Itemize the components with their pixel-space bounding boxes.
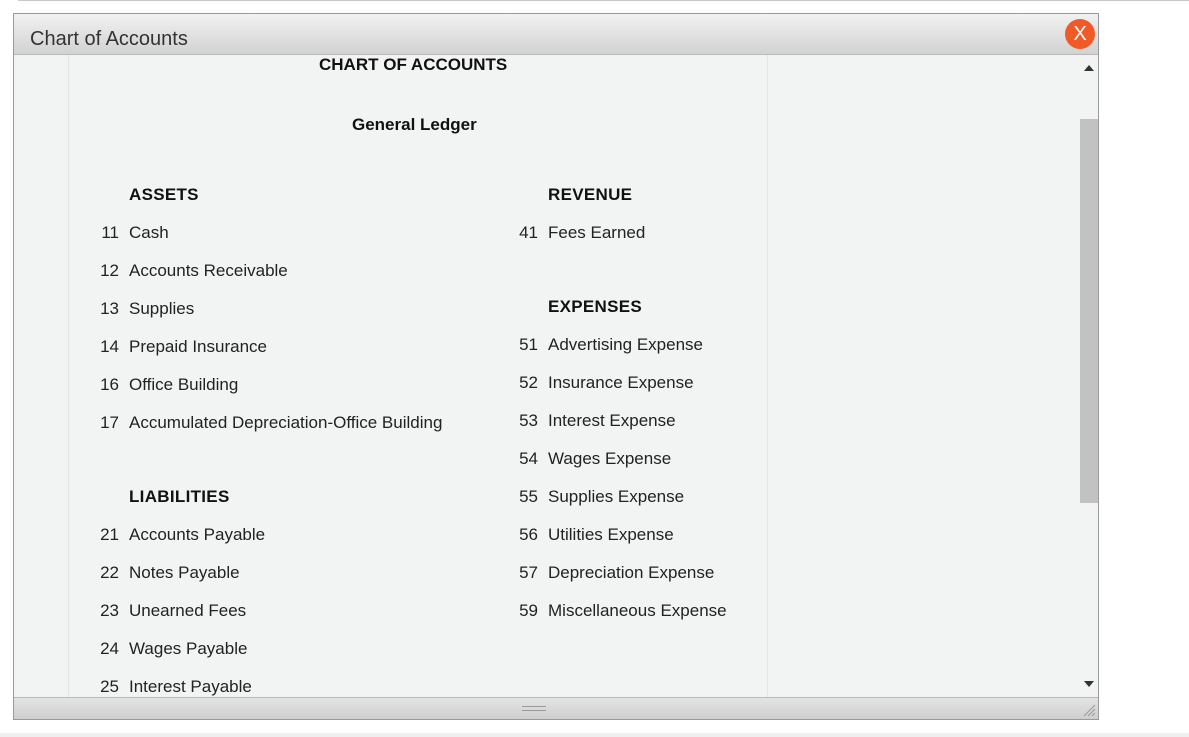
account-row bbox=[89, 677, 252, 697]
account-number: 13 bbox=[100, 299, 119, 318]
account-row bbox=[89, 299, 194, 321]
document-title: CHART OF ACCOUNTS bbox=[319, 55, 508, 74]
account-name: Accounts Receivable bbox=[129, 261, 288, 280]
expenses-heading: EXPENSES bbox=[548, 297, 643, 316]
account-number: 23 bbox=[100, 601, 119, 620]
corner-resize-icon[interactable] bbox=[1082, 703, 1096, 717]
account-number: 56 bbox=[519, 525, 538, 544]
account-row bbox=[89, 413, 442, 435]
account-name: Insurance Expense bbox=[548, 373, 694, 392]
account-number: 16 bbox=[100, 375, 119, 394]
account-number: 54 bbox=[519, 449, 538, 468]
account-row bbox=[508, 449, 671, 471]
liabilities-heading: LIABILITIES bbox=[129, 487, 230, 506]
account-number: 59 bbox=[519, 601, 538, 620]
vertical-scrollbar[interactable] bbox=[1080, 55, 1098, 697]
account-name: Cash bbox=[129, 223, 169, 242]
account-name: Miscellaneous Expense bbox=[548, 601, 727, 620]
account-number: 51 bbox=[519, 335, 538, 354]
scroll-up-icon[interactable] bbox=[1084, 65, 1094, 71]
chart-document bbox=[68, 55, 768, 697]
account-number: 22 bbox=[100, 563, 119, 582]
account-name: Supplies bbox=[129, 299, 195, 318]
account-row bbox=[89, 563, 240, 585]
dialog-footer bbox=[14, 697, 1098, 719]
account-name: Interest Expense bbox=[548, 411, 676, 430]
account-number: 53 bbox=[519, 411, 538, 430]
account-name: Prepaid Insurance bbox=[129, 337, 267, 356]
account-row bbox=[89, 337, 267, 359]
revenue-heading: REVENUE bbox=[548, 185, 633, 204]
account-number: 17 bbox=[100, 413, 119, 432]
account-name: Accumulated Depreciation-Office Building bbox=[129, 413, 443, 432]
account-name: Office Building bbox=[129, 375, 239, 394]
account-name: Accounts Payable bbox=[129, 525, 266, 544]
chart-of-accounts-dialog bbox=[13, 13, 1099, 720]
account-row bbox=[508, 563, 714, 585]
account-name: Advertising Expense bbox=[548, 335, 703, 354]
assets-heading: ASSETS bbox=[129, 185, 199, 204]
account-row bbox=[89, 223, 169, 245]
account-row bbox=[508, 373, 694, 395]
account-name: Supplies Expense bbox=[548, 487, 685, 506]
account-row bbox=[508, 223, 645, 245]
account-name: Notes Payable bbox=[129, 563, 240, 582]
account-row bbox=[508, 487, 684, 509]
account-name: Interest Payable bbox=[129, 677, 252, 696]
account-number: 57 bbox=[519, 563, 538, 582]
account-row bbox=[89, 375, 238, 397]
account-number: 25 bbox=[100, 677, 119, 696]
dialog-content bbox=[14, 55, 1080, 697]
resize-handle-icon[interactable] bbox=[522, 706, 546, 711]
account-number: 11 bbox=[101, 223, 119, 242]
account-name: Wages Payable bbox=[129, 639, 248, 658]
scroll-thumb[interactable] bbox=[1080, 119, 1098, 503]
account-number: 12 bbox=[100, 261, 119, 280]
close-button[interactable]: X bbox=[1065, 19, 1095, 49]
account-number: 24 bbox=[100, 639, 119, 658]
account-name: Depreciation Expense bbox=[548, 563, 715, 582]
scroll-down-icon[interactable] bbox=[1084, 681, 1094, 687]
account-row bbox=[89, 639, 247, 661]
account-row bbox=[508, 411, 676, 433]
account-row bbox=[508, 525, 674, 547]
account-name: Unearned Fees bbox=[129, 601, 247, 620]
account-row bbox=[508, 335, 703, 357]
account-name: Fees Earned bbox=[548, 223, 646, 242]
account-row bbox=[89, 525, 265, 547]
account-number: 14 bbox=[100, 337, 119, 356]
document-subtitle: General Ledger bbox=[352, 115, 477, 134]
account-name: Wages Expense bbox=[548, 449, 672, 468]
bottom-strip bbox=[0, 733, 1189, 737]
account-number: 52 bbox=[519, 373, 538, 392]
account-number: 21 bbox=[100, 525, 119, 544]
account-number: 41 bbox=[519, 223, 538, 242]
top-divider bbox=[18, 0, 1189, 1]
account-row bbox=[508, 601, 727, 623]
dialog-title: Chart of Accounts bbox=[30, 28, 188, 50]
account-row bbox=[89, 261, 288, 283]
account-number: 55 bbox=[519, 487, 538, 506]
dialog-titlebar[interactable] bbox=[14, 14, 1098, 55]
account-name: Utilities Expense bbox=[548, 525, 674, 544]
account-row bbox=[89, 601, 246, 623]
